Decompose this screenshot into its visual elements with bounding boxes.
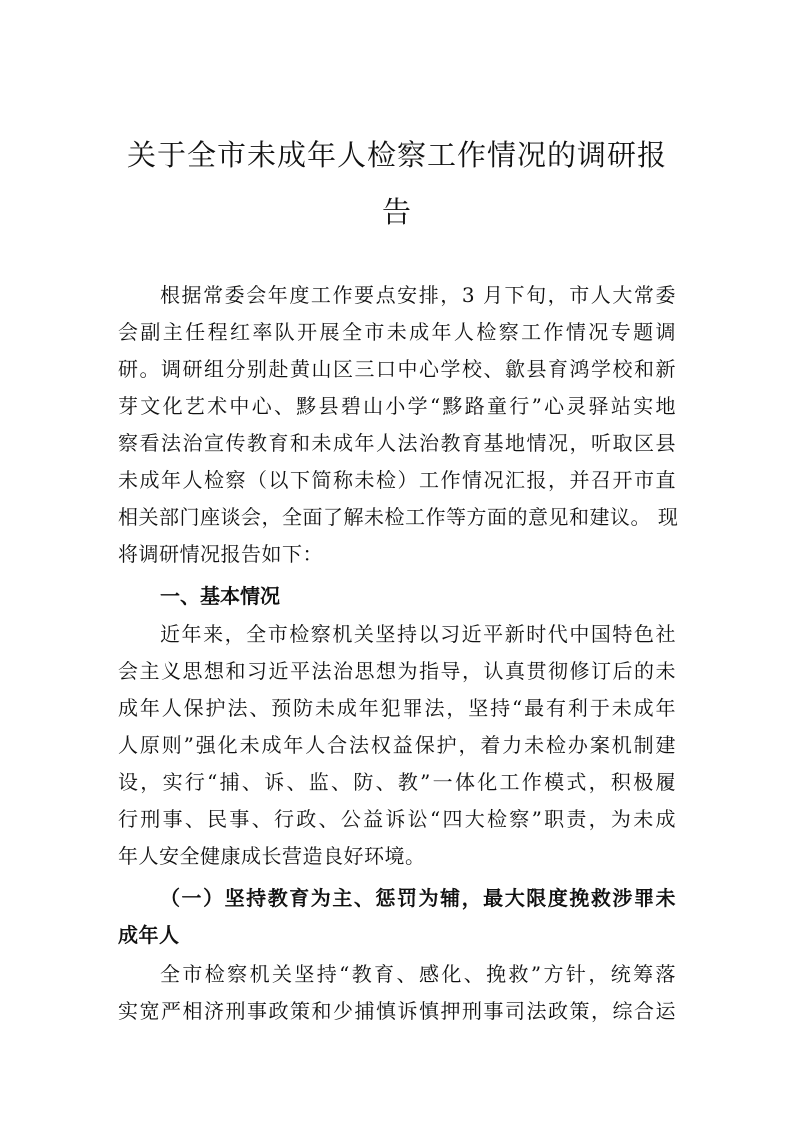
intro-line: 将调研情况报告如下： bbox=[118, 542, 323, 566]
section1-line: 设，实行“捕、诉、监、防、教”一体化工作模式，积极履 bbox=[118, 770, 676, 794]
intro-line: 研。调研组分别赴黄山区三口中心学校、歙县育鸿学校和新 bbox=[118, 357, 676, 381]
section1-line: 会主义思想和习近平法治思想为指导，认真贯彻修订后的未 bbox=[118, 659, 676, 683]
intro-line: 察看法治宣传教育和未成年人法治教育基地情况，听取区县 bbox=[118, 431, 676, 455]
intro-line: 会副主任程红率队开展全市未成年人检察工作情况专题调 bbox=[118, 320, 676, 344]
subsection-heading-line: （一）坚持教育为主、惩罚为辅，最大限度挽救涉罪未 bbox=[160, 886, 676, 910]
intro-line: 未成年人检察（以下简称未检）工作情况汇报，并召开市直 bbox=[118, 468, 676, 492]
section1-line: 成年人保护法、预防未成年犯罪法，坚持“最有利于未成年 bbox=[118, 696, 676, 720]
intro-line: 芽文化艺术中心、黟县碧山小学“黟路童行”心灵驿站实地 bbox=[118, 394, 676, 418]
subsection1-line: 全市检察机关坚持“教育、感化、挽救”方针，统筹落 bbox=[160, 962, 676, 986]
intro-line: 相关部门座谈会，全面了解未检工作等方面的意见和建议。 现 bbox=[118, 505, 679, 529]
section1-line: 行刑事、民事、行政、公益诉讼“四大检察”职责，为未成 bbox=[118, 807, 676, 831]
subsection1-line: 实宽严相济刑事政策和少捕慎诉慎押刑事司法政策，综合运 bbox=[118, 999, 676, 1023]
section-heading: 一、基本情况 bbox=[160, 584, 280, 608]
section1-line: 年人安全健康成长营造良好环境。 bbox=[118, 844, 426, 868]
section1-line: 近年来，全市检察机关坚持以习近平新时代中国特色社 bbox=[160, 622, 676, 646]
document-title-line1: 关于全市未成年人检察工作情况的调研报 bbox=[126, 138, 667, 172]
section1-line: 人原则”强化未成年人合法权益保护，着力未检办案机制建 bbox=[118, 733, 676, 757]
document-title-line2: 告 bbox=[381, 195, 412, 229]
subsection-heading-line: 成年人 bbox=[118, 923, 180, 947]
intro-line: 根据常委会年度工作要点安排，3 月下旬，市人大常委 bbox=[160, 283, 676, 307]
